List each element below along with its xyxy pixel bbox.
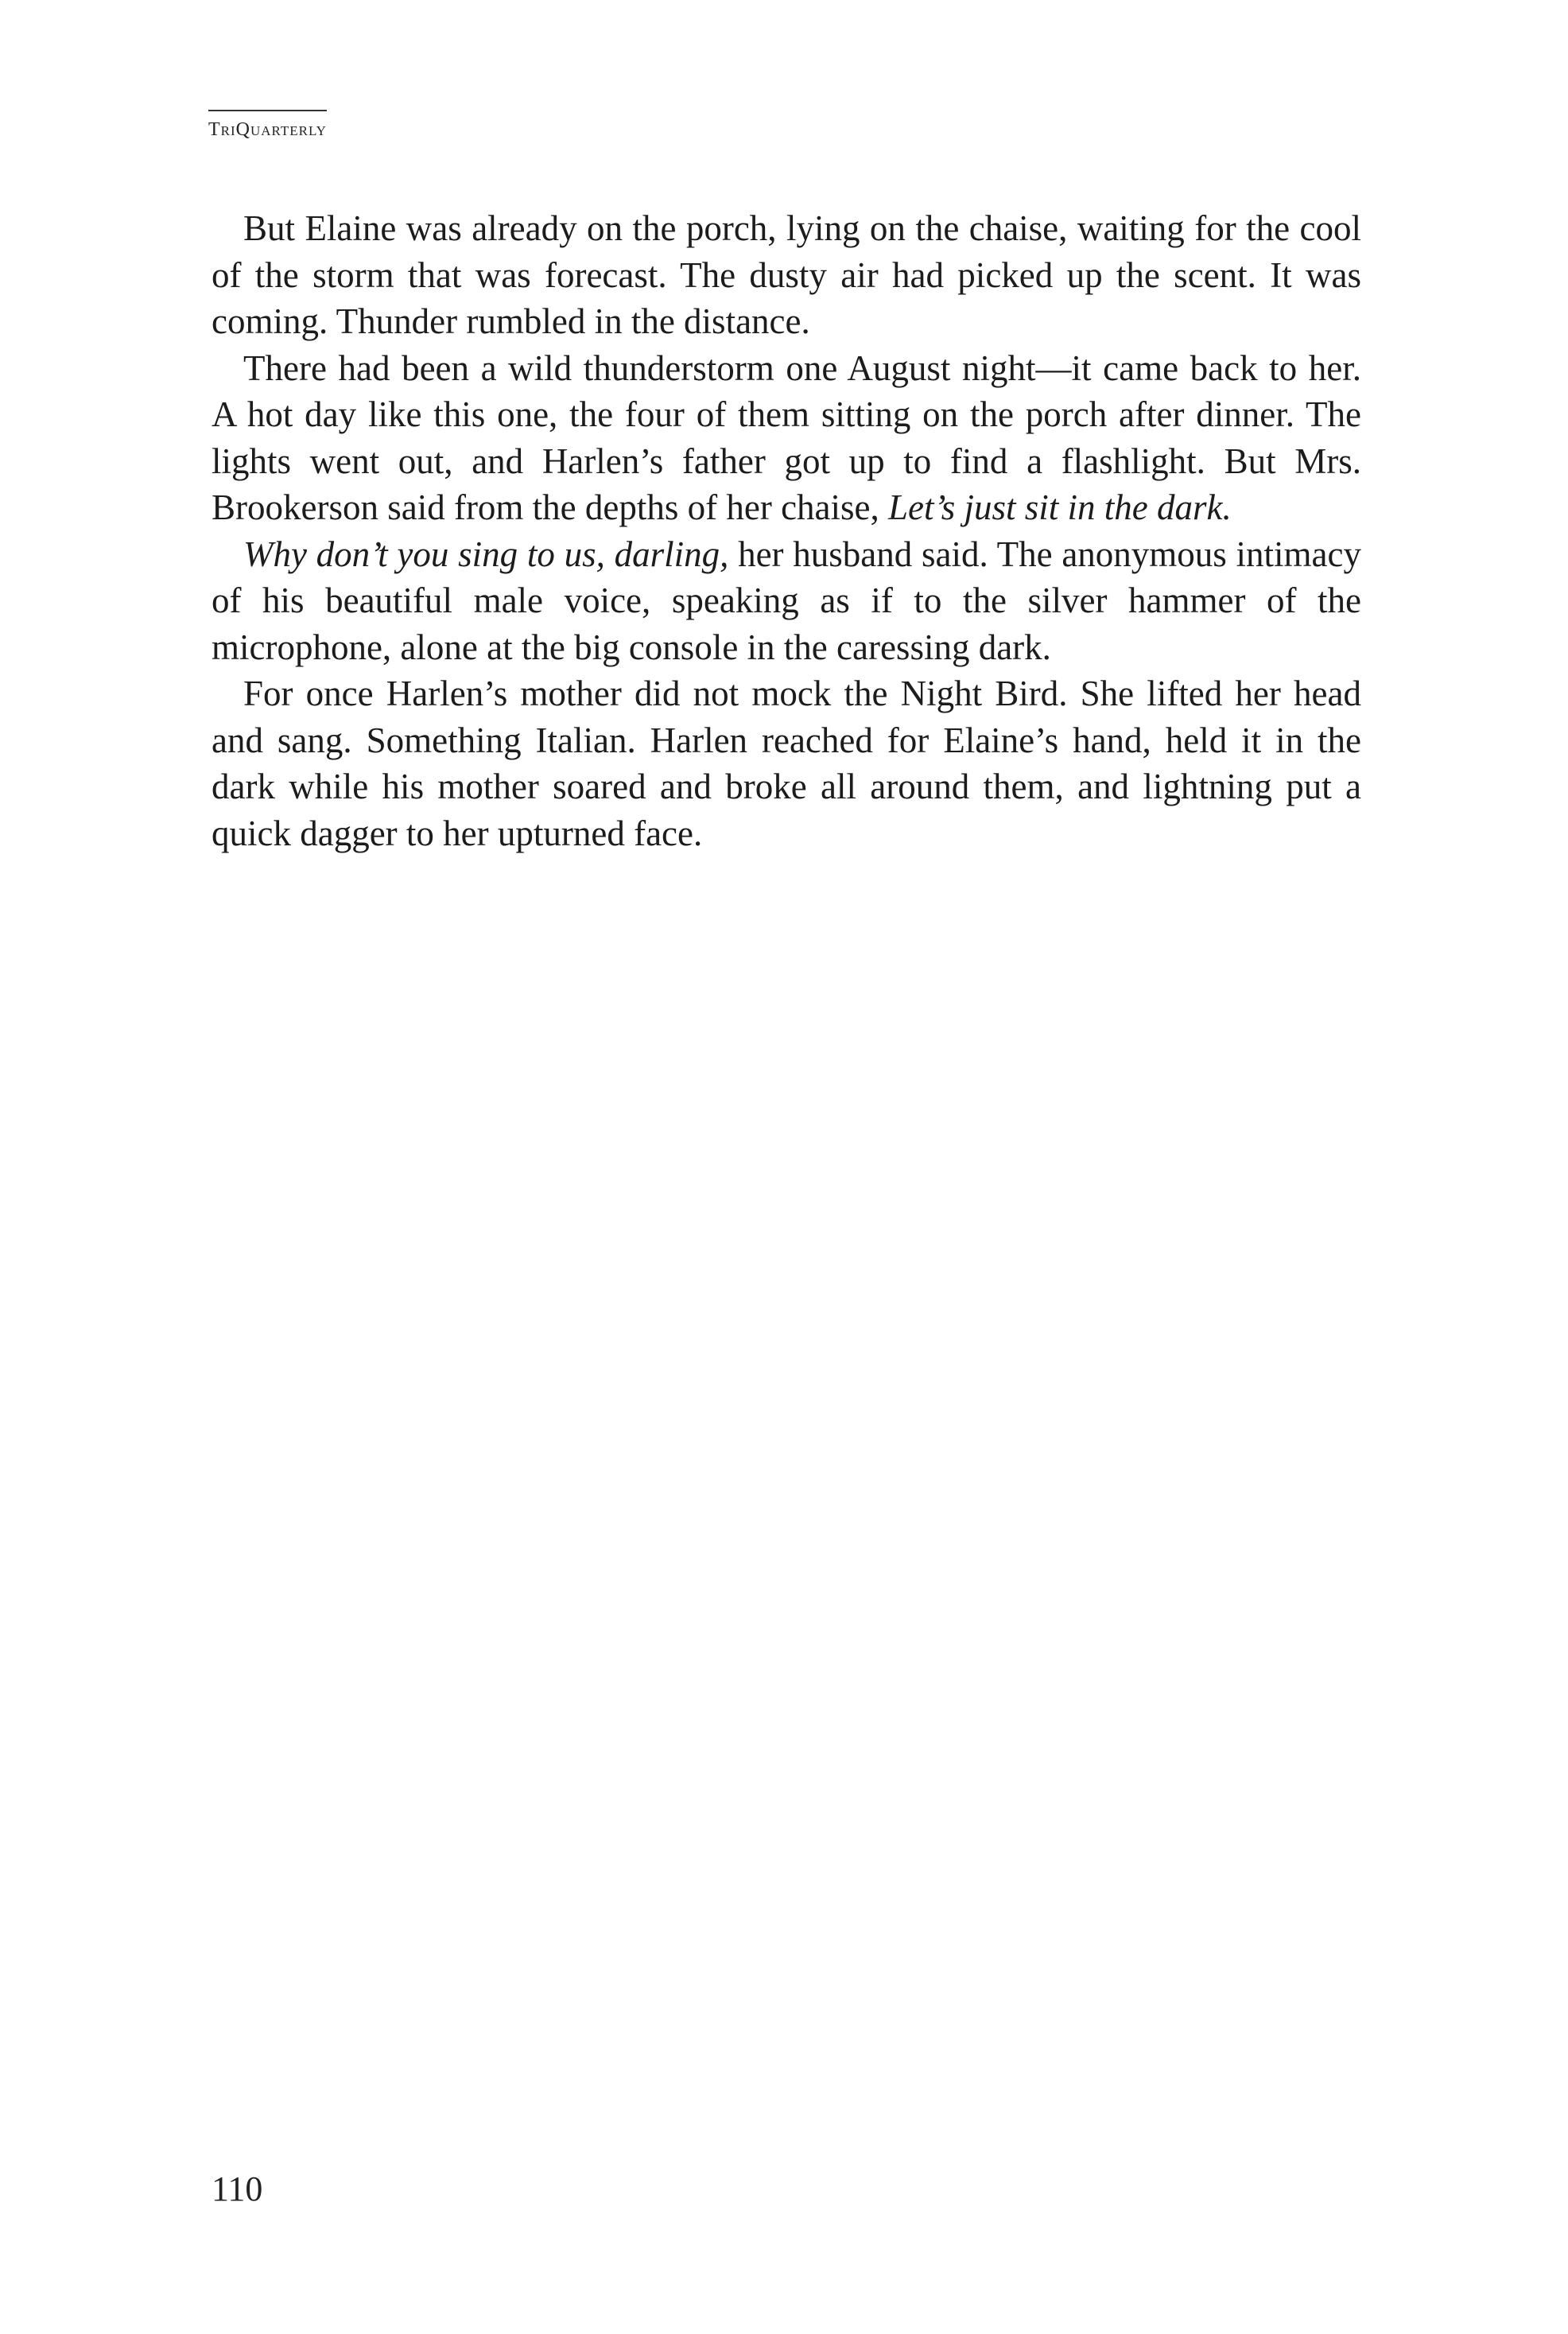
italic-text-run: Why don’t you sing to us, darling, [243, 534, 729, 574]
italic-text-run: Let’s just sit in the dark. [888, 487, 1232, 527]
page-number: 110 [212, 2169, 263, 2208]
text-run: There had been a wild thunderstorm one August night—it came back to her. A hot day like this one, the four of them sitting on the porch after dinner. The lights went out, and Harlen’s father got up to find a flashlight. But Mrs. Brookerson said from the depths of her chaise, [212, 348, 1361, 527]
body-text [212, 205, 1361, 856]
text-run: But Elaine was already on the porch, lying on the chaise, waiting for the cool of the storm that was forecast. The dusty air had picked up the scent. It was coming. Thunder rumbled in the distance. [212, 208, 1361, 341]
paragraph [212, 345, 1361, 531]
paragraph [212, 205, 1361, 345]
text-run: her husband said. The anonymous intimacy of his beautiful male voice, speaking as if to the silver hammer of the microphone, alone at the big console in the caressing dark. [212, 534, 1361, 667]
running-head: TriQuarterly [208, 110, 327, 141]
paragraph [212, 531, 1361, 671]
paragraph [212, 670, 1361, 856]
text-run: For once Harlen’s mother did not mock the Night Bird. She lifted her head and sang. Something Italian. Harlen reached for Elaine’s hand, held it in the dark while his mother soared and broke all around them, and lightning put a quick dagger to her upturned face. [212, 674, 1361, 853]
